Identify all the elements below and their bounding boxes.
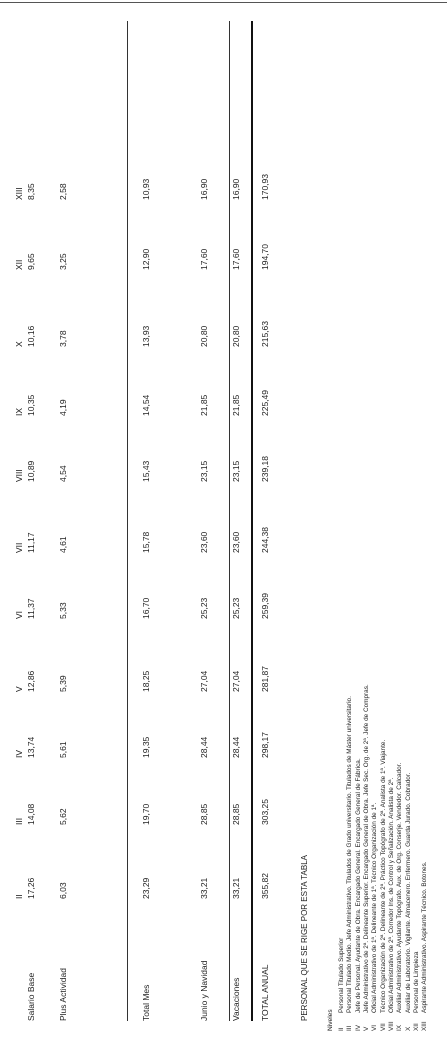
level-item xyxy=(371,684,379,1031)
table-cell: 11,17 xyxy=(26,532,36,553)
level-description: Auxiliar Administrativo. Ayudante Topógrafo. Aux. de Org. Conserje. Vendedor. Calcador. xyxy=(396,762,404,1013)
table-cell: 11,37 xyxy=(26,598,36,619)
table-cell: 298,17 xyxy=(260,732,270,758)
table-rule xyxy=(127,21,128,1021)
table-cell: 20,80 xyxy=(199,325,209,347)
level-item xyxy=(388,684,396,1031)
table-cell: 15,78 xyxy=(141,531,151,553)
column-header: IV xyxy=(14,749,24,758)
column-header: VIII xyxy=(14,469,24,482)
table-cell: 19,70 xyxy=(141,803,151,825)
table-cell: 3,25 xyxy=(58,253,68,270)
row-label: Salario Base xyxy=(26,972,36,1021)
level-code: IX xyxy=(396,1024,404,1031)
column-header: VII xyxy=(14,542,24,553)
level-item xyxy=(346,684,354,1031)
table-rule xyxy=(251,21,253,1021)
table-cell: 27,04 xyxy=(199,670,209,692)
table-cell: 14,08 xyxy=(26,803,36,825)
table-cell: 28,85 xyxy=(199,803,209,825)
table-cell: 194,70 xyxy=(260,244,270,270)
page-edge-rule xyxy=(0,2,447,3)
table-cell: 4,54 xyxy=(58,465,68,482)
table-cell: 19,35 xyxy=(141,736,151,758)
table-cell: 17,60 xyxy=(199,248,209,270)
level-description: Oficial Administrativo de 2ª. Corredor Ins. de Control y Señalización. Analista de 2ª. xyxy=(388,777,396,1013)
level-code: IV xyxy=(354,1024,362,1031)
table-cell: 23,29 xyxy=(141,877,151,899)
level-description: Técnico Organización de 2ª. Delineante de 2ª. Práctico Topógrafo de 2ª. Analista de 1ª. Viajante. xyxy=(379,739,387,1013)
level-item xyxy=(338,684,346,1031)
table-cell: 33,21 xyxy=(199,877,209,899)
table-cell: 10,16 xyxy=(26,325,36,347)
level-item xyxy=(355,684,363,1031)
level-description: Auxiliar de Laboratorio. Vigilante. Almacenero. Enfermero. Guarda Jurado. Cobrador. xyxy=(404,772,412,1013)
levels-title: Niveles xyxy=(327,1009,334,1031)
table-cell: 355,82 xyxy=(260,873,270,899)
level-item xyxy=(413,684,421,1031)
table-cell: 20,80 xyxy=(231,325,241,347)
table-cell: 10,35 xyxy=(26,394,36,416)
column-header: IX xyxy=(14,407,24,416)
table-cell: 33,21 xyxy=(231,877,241,899)
table-cell: 25,23 xyxy=(231,597,241,619)
table-cell: 17,60 xyxy=(231,248,241,270)
table-cell: 13,74 xyxy=(26,736,36,758)
level-description: Personal Titulado Medio. Jefe Administrativo. Titulados de Grado universitario. Titulados de Máster universitario. xyxy=(346,696,354,1013)
level-code: V xyxy=(363,1026,371,1031)
row-label: Junio y Navidad xyxy=(199,960,209,1021)
table-cell: 2,58 xyxy=(58,183,68,200)
table-cell: 23,60 xyxy=(231,531,241,553)
level-code: XII xyxy=(413,1023,421,1031)
table-cell: 225,49 xyxy=(260,390,270,416)
row-label: Plus Actividad xyxy=(58,968,68,1021)
table-cell: 12,90 xyxy=(141,248,151,270)
level-description: Personal Titulado Superior xyxy=(338,937,345,1013)
level-item xyxy=(405,684,413,1031)
table-cell: 12,86 xyxy=(26,670,36,692)
level-item xyxy=(396,684,404,1031)
level-item xyxy=(380,684,388,1031)
column-header: XII xyxy=(14,259,24,270)
table-cell: 25,23 xyxy=(199,597,209,619)
table-cell: 14,54 xyxy=(141,394,151,416)
table-cell: 8,35 xyxy=(26,183,36,200)
row-label: TOTAL ANUAL xyxy=(260,964,270,1021)
row-label: Total Mes xyxy=(141,984,151,1021)
table-cell: 9,65 xyxy=(26,253,36,270)
level-code: VIII xyxy=(388,1021,396,1031)
row-label: Vacaciones xyxy=(231,977,241,1021)
level-code: VI xyxy=(371,1024,379,1031)
table-cell: 4,61 xyxy=(58,536,68,553)
table-cell: 13,93 xyxy=(141,325,151,347)
column-header: VI xyxy=(14,610,24,619)
table-cell: 18,25 xyxy=(141,670,151,692)
level-code: II xyxy=(338,1027,345,1031)
level-code: XIII xyxy=(421,1021,429,1031)
level-description: Jefe de Personal. Ayudante de Obra. Encargado General. Encargado General de Fábrica. xyxy=(354,758,362,1013)
column-header: V xyxy=(14,686,24,692)
table-cell: 10,89 xyxy=(26,460,36,482)
levels-list xyxy=(338,684,430,1031)
table-cell: 244,38 xyxy=(260,527,270,553)
level-description: Aspirante Administrativo. Aspirante Técnico. Botones. xyxy=(421,861,429,1013)
table-cell: 281,87 xyxy=(260,666,270,692)
level-code: X xyxy=(404,1026,412,1031)
table-cell: 5,61 xyxy=(58,741,68,758)
table-cell: 23,15 xyxy=(231,460,241,482)
table-cell: 6,03 xyxy=(58,882,68,899)
table-cell: 28,44 xyxy=(231,736,241,758)
level-item xyxy=(421,684,429,1031)
column-header: II xyxy=(14,894,24,899)
table-cell: 28,44 xyxy=(199,736,209,758)
column-header: III xyxy=(14,817,24,825)
table-cell: 3,78 xyxy=(58,330,68,347)
table-cell: 16,70 xyxy=(141,597,151,619)
table-rule xyxy=(229,21,230,1021)
column-header: X xyxy=(14,341,24,347)
table-cell: 28,85 xyxy=(231,803,241,825)
level-description: Jefe Administrativo de 2ª. Delineante Superior. Encargado General de Obra. Jefe Sec. Org. de 2ª. Jefe de Compras. xyxy=(363,684,371,1013)
table-cell: 5,39 xyxy=(58,675,68,692)
table-cell: 259,39 xyxy=(260,593,270,619)
level-item xyxy=(363,684,371,1031)
level-description: Personal de Limpieza xyxy=(413,951,421,1013)
note-text: PERSONAL QUE SE RIGE POR ESTA TABLA xyxy=(300,855,309,1021)
table-cell: 303,25 xyxy=(260,799,270,825)
table-cell: 21,85 xyxy=(231,394,241,416)
level-description: Oficial Administrativo de 1ª. Delineante de 1ª. Técnico Organización de 1ª. xyxy=(371,802,379,1013)
table-cell: 16,90 xyxy=(199,178,209,200)
table-cell: 17,26 xyxy=(26,877,36,899)
table-cell: 10,93 xyxy=(141,178,151,200)
table-cell: 23,15 xyxy=(199,460,209,482)
table-cell: 27,04 xyxy=(231,670,241,692)
column-header: XIII xyxy=(14,187,24,200)
level-code: III xyxy=(346,1025,354,1031)
table-cell: 170,93 xyxy=(260,174,270,200)
table-cell: 23,60 xyxy=(199,531,209,553)
table-cell: 215,63 xyxy=(260,321,270,347)
level-code: VII xyxy=(379,1023,387,1031)
table-cell: 5,33 xyxy=(58,602,68,619)
table-cell: 5,62 xyxy=(58,808,68,825)
table-cell: 239,18 xyxy=(260,456,270,482)
table-cell: 16,90 xyxy=(231,178,241,200)
table-cell: 4,19 xyxy=(58,399,68,416)
table-cell: 21,85 xyxy=(199,394,209,416)
table-cell: 15,43 xyxy=(141,460,151,482)
